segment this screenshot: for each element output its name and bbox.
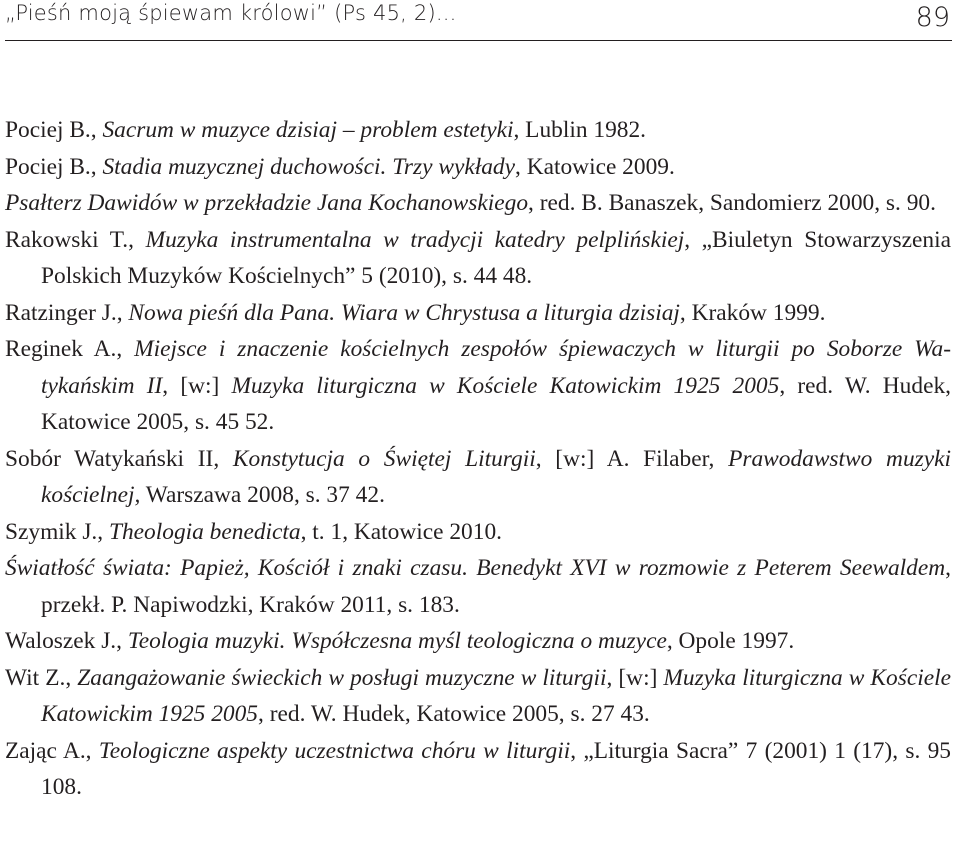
- entry-title: Stadia muzycznej duchowości. Trzy wykłady: [102, 153, 516, 180]
- entry-text: , „Biuletyn Stowarzyszenia Polskich Muzyków Kościelnych” 5 (2010), s. 44 48.: [41, 226, 951, 289]
- entry-title: Psałterz Dawidów w przekładzie Jana Kochanowskiego: [5, 190, 529, 216]
- entry-title: Miejsce i znaczenie kościelnych zespołów śpiewaczych w liturgii po Soborze Watykańskim II: [41, 336, 951, 399]
- entry-text: , przekł. P. Napiwodzki, Kraków 2011, s. 183.: [41, 555, 951, 618]
- bibliography-entry: [5, 733, 951, 806]
- bibliography-entry: [5, 222, 951, 295]
- entry-title: Muzyka liturgiczna w Kościele Katowickim 1925 2005: [41, 664, 951, 727]
- bibliography-list: [5, 112, 951, 806]
- entry-title: Sacrum w muzyce dzisiaj – problem estetyki: [102, 117, 514, 143]
- bibliography-entry: [5, 149, 951, 186]
- entry-text: , „Liturgia Sacra” 7 (2001) 1 (17), s. 95 108.: [41, 737, 951, 800]
- entry-title: Zaangażowanie świeckich w posługi muzyczne w liturgii: [77, 664, 607, 691]
- entry-title: Nowa pieśń dla Pana. Wiara w Chrystusa a liturgia dzisiaj: [128, 299, 680, 326]
- entry-text: , Opole 1997.: [666, 628, 795, 654]
- bibliography-entry: [5, 295, 951, 332]
- entry-text: , red. W. Hudek, Katowice 2005, s. 27 43.: [258, 701, 650, 727]
- bibliography-entry: [5, 112, 951, 149]
- entry-text: , [w:]: [606, 664, 664, 691]
- entry-text: Pociej B.,: [5, 153, 103, 180]
- entry-title: Muzyka liturgiczna w Kościele Katowickim 1925 2005: [231, 372, 780, 399]
- entry-text: Rakowski T.,: [5, 226, 146, 253]
- bibliography-entry: [5, 623, 951, 660]
- bibliography-entry: [5, 185, 951, 222]
- bibliography-entry: [5, 331, 951, 441]
- entry-text: Waloszek J.,: [5, 628, 128, 654]
- running-head-title: „Pieśń moją śpiewam królowi” (Ps 45, 2)...: [5, 1, 457, 25]
- entry-text: , red. W. Hudek, Katowice 2005, s. 45 52.: [41, 372, 951, 435]
- entry-text: Sobór Watykański II,: [5, 445, 233, 472]
- entry-text: Ratzinger J.,: [5, 299, 129, 326]
- entry-text: , Kraków 1999.: [679, 299, 826, 326]
- entry-text: , Lublin 1982.: [513, 117, 647, 143]
- entry-text: Warszawa 2008, s. 37 42.: [140, 482, 385, 508]
- entry-title: Muzyka instrumentalna w tradycji katedry pelplińskiej: [145, 226, 685, 253]
- entry-text: Szymik J.,: [5, 518, 109, 545]
- bibliography-entry: [5, 550, 951, 623]
- entry-title: Prawodawstwo muzyki kościelnej,: [41, 445, 952, 508]
- bibliography-entry: [5, 660, 951, 733]
- entry-text: , Katowice 2009.: [515, 153, 675, 180]
- entry-text: , t. 1, Katowice 2010.: [300, 518, 502, 545]
- page-number: 89: [915, 2, 950, 33]
- running-header: [5, 0, 952, 41]
- entry-title: Teologia muzyki. Współczesna myśl teologiczna o muzyce: [127, 628, 667, 654]
- bibliography-entry: [5, 514, 951, 551]
- entry-title: Konstytucja o Świętej Liturgii: [232, 445, 536, 472]
- entry-text: Wit Z.,: [5, 664, 78, 691]
- entry-text: Zając A.,: [5, 737, 99, 764]
- bibliography-entry: [5, 441, 951, 514]
- entry-text: Pociej B.,: [5, 117, 103, 143]
- entry-title: Światłość świata: Papież, Kościół i znaki czasu. Benedykt XVI w rozmowie z Peterem Seewaldem: [5, 555, 946, 581]
- entry-text: , red. B. Banaszek, Sandomierz 2000, s. 90.: [528, 190, 936, 216]
- entry-text: Reginek A.,: [5, 336, 135, 362]
- entry-title: Teologiczne aspekty uczestnictwa chóru w liturgii: [98, 737, 571, 764]
- entry-title: Theologia benedicta: [108, 518, 301, 545]
- entry-text: , [w:]: [162, 372, 232, 399]
- entry-text: , [w:] A. Filaber,: [535, 445, 729, 472]
